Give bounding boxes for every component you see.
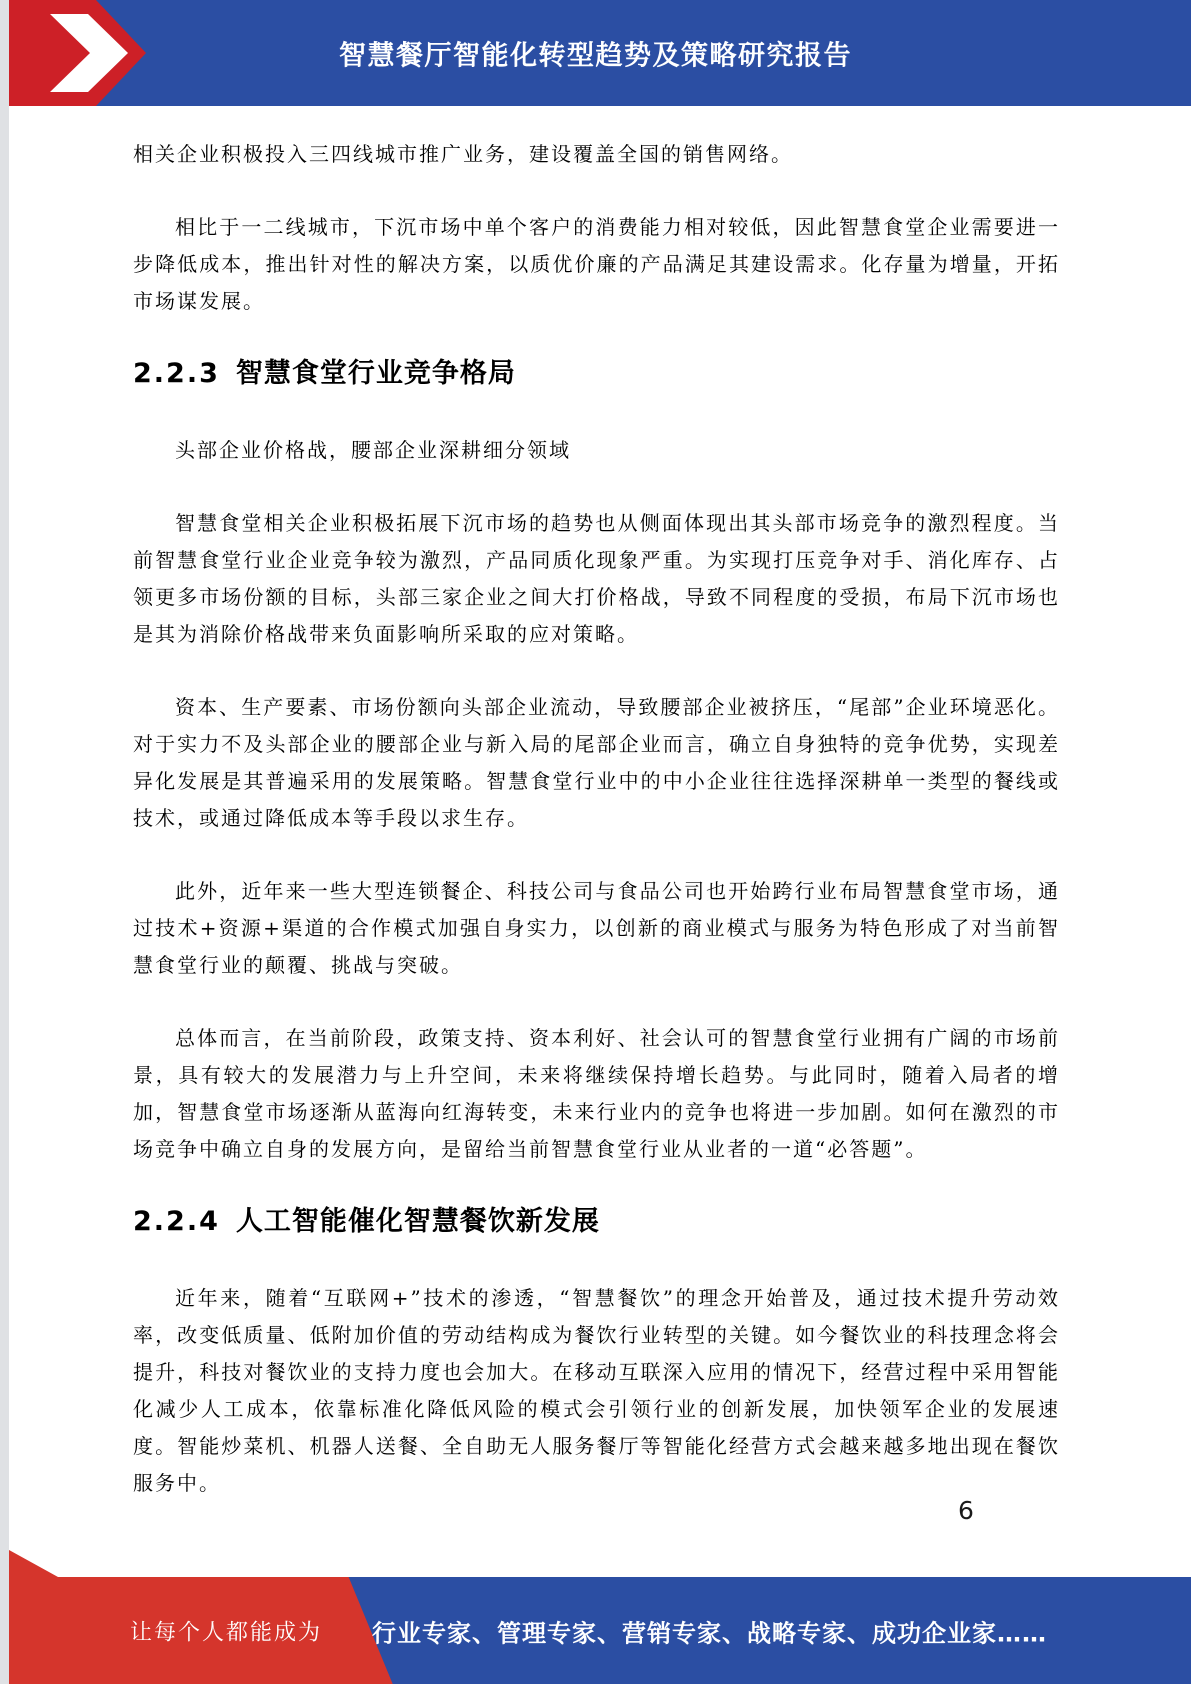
page-footer — [0, 1577, 1191, 1684]
section-number: 2.2.4 — [133, 1206, 220, 1237]
section-title: 智慧食堂行业竞争格局 — [235, 358, 516, 389]
footer-slogan-left: 让每个人都能成为 — [130, 1620, 323, 1645]
section-heading-224 — [133, 1204, 1060, 1240]
paragraph: 智慧食堂相关企业积极拓展下沉市场的趋势也从侧面体现出其头部市场竞争的激烈程度。当前智慧食堂行业企业竞争较为激烈，产品同质化现象严重。为实现打压竞争对手、消化库存、占领更多市场份额的目标，头部三家企业之间大打价格战，导致不同程度的受损，布局下沉市场也是其为消除价格战带来负面影响所采取的应对策略。 — [133, 511, 1060, 646]
footer-slogan-right: 行业专家、管理专家、营销专家、战略专家、成功企业家…… — [372, 1619, 1047, 1647]
paragraph: 总体而言，在当前阶段，政策支持、资本利好、社会认可的智慧食堂行业拥有广阔的市场前景，具有较大的发展潜力与上升空间，未来将继续保持增长趋势。与此同时，随着入局者的增加，智慧食堂市场逐渐从蓝海向红海转变，未来行业内的竞争也将进一步加剧。如何在激烈的市场竞争中确立自身的发展方向，是留给当前智慧食堂行业从业者的一道“必答题”。 — [133, 1026, 1060, 1161]
report-title: 智慧餐厅智能化转型趋势及策略研究报告 — [339, 40, 852, 72]
paragraph-intro-1: 相关企业积极投入三四线城市推广业务，建设覆盖全国的销售网络。 — [133, 142, 793, 166]
paragraph: 近年来，随着“互联网+”技术的渗透，“智慧餐饮”的理念开始普及，通过技术提升劳动效率，改变低质量、低附加价值的劳动结构成为餐饮行业转型的关键。如今餐饮业的科技理念将会提升，科技对餐饮业的支持力度也会加大。在移动互联深入应用的情况下，经营过程中采用智能化减少人工成本，依靠标准化降低风险的模式会引领行业的创新发展，加快领军企业的发展速度。智能炒菜机、机器人送餐、全自助无人服务餐厅等智能化经营方式会越来越多地出现在餐饮服务中。 — [133, 1286, 1060, 1495]
section-heading-223 — [133, 356, 1060, 392]
page-number: 6 — [958, 1496, 974, 1525]
page-header — [0, 0, 1191, 106]
paragraph: 资本、生产要素、市场份额向头部企业流动，导致腰部企业被挤压，“尾部”企业环境恶化。对于实力不及头部企业的腰部企业与新入局的尾部企业而言，确立自身独特的竞争优势，实现差异化发展是其普遍采用的发展策略。智慧食堂行业中的中小企业往往选择深耕单一类型的餐线或技术，或通过降低成本等手段以求生存。 — [133, 695, 1060, 830]
paragraph: 此外，近年来一些大型连锁餐企、科技公司与食品公司也开始跨行业布局智慧食堂市场，通过技术+资源+渠道的合作模式加强自身实力，以创新的商业模式与服务为特色形成了对当前智慧食堂行业的颠覆、挑战与突破。 — [133, 879, 1060, 977]
paragraph-intro-2: 相比于一二线城市，下沉市场中单个客户的消费能力相对较低，因此智慧食堂企业需要进一步降低成本，推出针对性的解决方案，以质优价廉的产品满足其建设需求。化存量为增量，开拓市场谋发展。 — [133, 215, 1060, 313]
section-number: 2.2.3 — [133, 358, 220, 389]
section-title: 人工智能催化智慧餐饮新发展 — [235, 1206, 600, 1237]
page-left-edge — [0, 0, 9, 1684]
page-content — [0, 106, 1191, 1538]
paragraph: 头部企业价格战，腰部企业深耕细分领域 — [175, 438, 571, 462]
